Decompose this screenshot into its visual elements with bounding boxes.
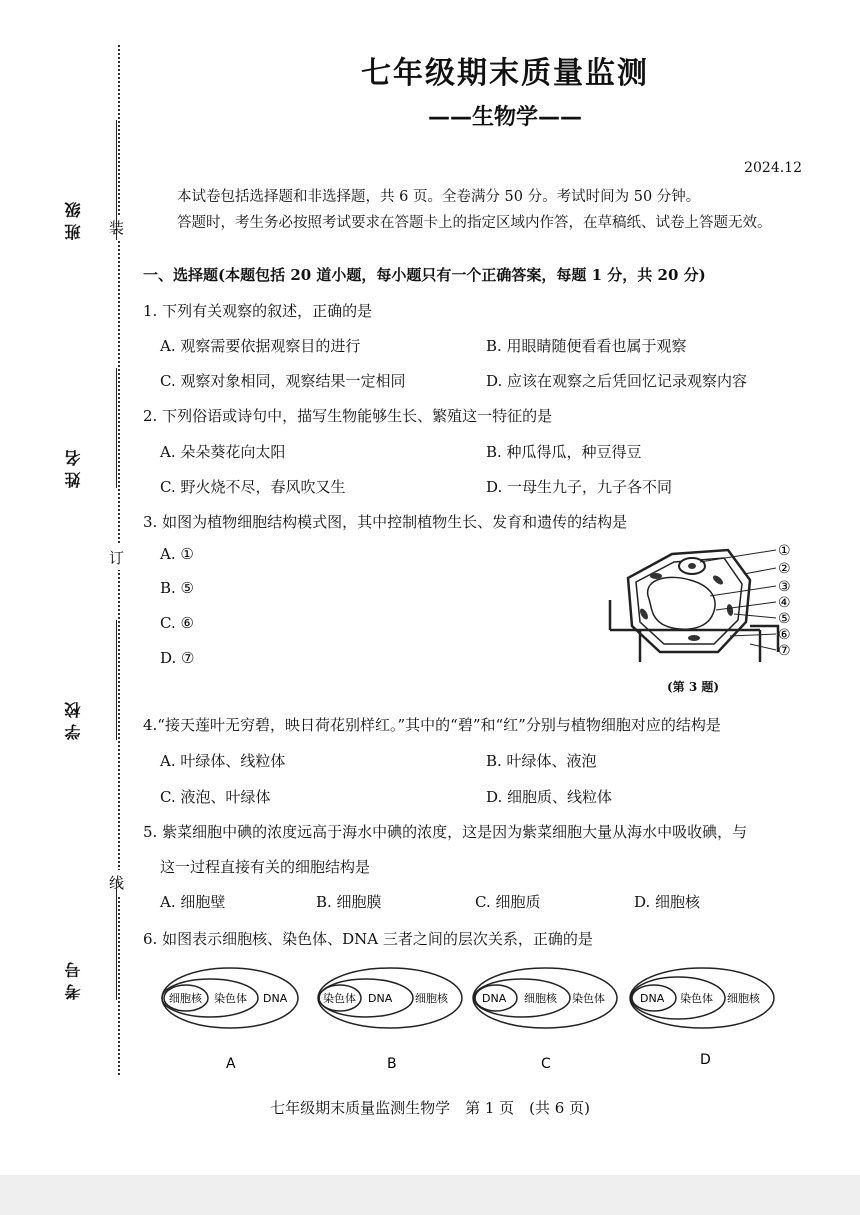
school-label: 学校 [64, 696, 83, 740]
question-1-option-c[interactable]: C. 观察对象相同，观察结果一定相同 [160, 372, 406, 390]
question-4-option-a[interactable]: A. 叶绿体、线粒体 [160, 752, 286, 770]
class-field[interactable] [40, 120, 120, 240]
class-blank-line [116, 120, 117, 240]
question-6-stem: 6. 如图表示细胞核、染色体、DNA 三者之间的层次关系，正确的是 [143, 930, 593, 948]
question-5-stem: 5. 紫菜细胞中碘的浓度远高于海水中碘的浓度，这是因为紫菜细胞大量从海水中吸收碘，与 [143, 823, 748, 841]
plant-cell-diagram [600, 540, 800, 670]
question-2-option-c[interactable]: C. 野火烧不尽，春风吹又生 [160, 478, 346, 496]
question-1-option-d[interactable]: D. 应该在观察之后凭回忆记录观察内容 [486, 372, 748, 390]
page-title: 七年级期末质量监测 [361, 56, 649, 91]
diagram-b-outer: 细胞核 [415, 992, 448, 1005]
diagram-d-middle: 染色体 [680, 992, 713, 1005]
exam-number-field[interactable] [40, 880, 120, 1000]
question-2-option-a[interactable]: A. 朵朵葵花向太阳 [160, 443, 286, 461]
diagram-a-outer: DNA [263, 992, 288, 1005]
class-label: 班级 [64, 196, 83, 240]
question-2-option-b[interactable]: B. 种瓜得瓜，种豆得豆 [486, 443, 642, 461]
diagram-d-inner: DNA [640, 992, 665, 1005]
question-1-option-a[interactable]: A. 观察需要依据观察目的进行 [160, 337, 361, 355]
diagram-c [473, 968, 617, 1072]
question-5-option-d[interactable]: D. 细胞核 [634, 893, 701, 911]
diagram-d [630, 968, 774, 1068]
label-4: ④ [778, 595, 791, 611]
nucleolus [688, 563, 696, 569]
name-field[interactable] [40, 368, 120, 488]
label-3: ③ [778, 579, 791, 595]
question-3-option-d[interactable]: D. ⑦ [160, 649, 195, 667]
diagram-c-inner: DNA [482, 992, 507, 1005]
diagram-d-letter: D [700, 1052, 711, 1068]
exam-number-label: 考号 [64, 956, 83, 1000]
chloroplast [688, 635, 700, 641]
question-4-stem: 4.“接天莲叶无穷碧，映日荷花别样红。”其中的“碧”和“红”分别与植物细胞对应的结构是 [143, 716, 721, 734]
page-bottom-margin [0, 1175, 860, 1215]
question-2-option-d[interactable]: D. 一母生九子，九子各不同 [486, 478, 673, 496]
question-3-option-c[interactable]: C. ⑥ [160, 614, 194, 632]
question-4-option-d[interactable]: D. 细胞质、线粒体 [486, 788, 613, 806]
diagram-b-middle: DNA [368, 992, 393, 1005]
label-1: ① [778, 543, 791, 559]
instruction-line-1: 本试卷包括选择题和非选择题，共 6 页。全卷满分 50 分。考试时间为 50 分钟。 [177, 189, 701, 205]
page-subtitle: ——生物学—— [427, 105, 582, 130]
question-5-option-a[interactable]: A. 细胞壁 [160, 893, 226, 911]
diagram-c-letter: C [541, 1056, 551, 1072]
diagram-a-inner: 细胞核 [169, 992, 202, 1005]
exam-number-blank-line [116, 880, 117, 1000]
question-5-stem-continued: 这一过程直接有关的细胞结构是 [160, 858, 371, 876]
diagram-c-outer: 染色体 [572, 992, 605, 1005]
label-2: ② [778, 561, 791, 577]
label-7: ⑦ [778, 643, 791, 659]
diagram-b-letter: B [387, 1056, 397, 1072]
diagram-c-middle: 细胞核 [524, 992, 557, 1005]
question-1-option-b[interactable]: B. 用眼睛随便看看也属于观察 [486, 337, 687, 355]
instructions [148, 184, 803, 236]
chloroplast [650, 573, 662, 579]
name-label: 姓名 [64, 444, 83, 488]
diagram-b [318, 968, 462, 1072]
diagram-d-outer: 细胞核 [727, 992, 760, 1005]
school-field[interactable] [40, 620, 120, 740]
question-3-option-b[interactable]: B. ⑤ [160, 579, 195, 597]
page-footer: 七年级期末质量监测生物学 第 1 页 (共 6 页) [270, 1099, 590, 1117]
nested-relation-diagrams [160, 960, 780, 1080]
question-1-stem: 1. 下列有关观察的叙述，正确的是 [143, 302, 373, 320]
binding-char-zhuang: 装 [109, 215, 124, 240]
question-3-stem: 3. 如图为植物细胞结构模式图，其中控制植物生长、发育和遗传的结构是 [143, 513, 628, 531]
question-5-option-b[interactable]: B. 细胞膜 [316, 893, 382, 911]
name-blank-line [116, 368, 117, 488]
diagram-a-middle: 染色体 [214, 992, 247, 1005]
question-5-option-c[interactable]: C. 细胞质 [475, 893, 541, 911]
diagram-b-inner: 染色体 [323, 992, 356, 1005]
label-6: ⑥ [778, 627, 791, 643]
label-5: ⑤ [778, 611, 791, 627]
section-heading: 一、选择题(本题包括 20 道小题，每小题只有一个正确答案，每题 1 分，共 20 分) [143, 266, 706, 284]
question-3-option-a[interactable]: A. ① [160, 545, 194, 563]
diagram-a-letter: A [226, 1056, 236, 1072]
binding-char-ding: 订 [109, 545, 124, 570]
question-4-option-c[interactable]: C. 液泡、叶绿体 [160, 788, 271, 806]
question-4-option-b[interactable]: B. 叶绿体、液泡 [486, 752, 597, 770]
question-2-stem: 2. 下列俗语或诗句中，描写生物能够生长、繁殖这一特征的是 [143, 407, 553, 425]
figure-3-caption: (第 3 题) [667, 680, 720, 694]
school-blank-line [116, 620, 117, 740]
diagram-a [162, 968, 298, 1072]
exam-date: 2024.12 [744, 160, 802, 176]
binding-char-xian: 线 [109, 870, 124, 895]
instruction-line-2: 答题时，考生务必按照考试要求在答题卡上的指定区域内作答，在草稿纸、试卷上答题无效。 [177, 215, 772, 231]
